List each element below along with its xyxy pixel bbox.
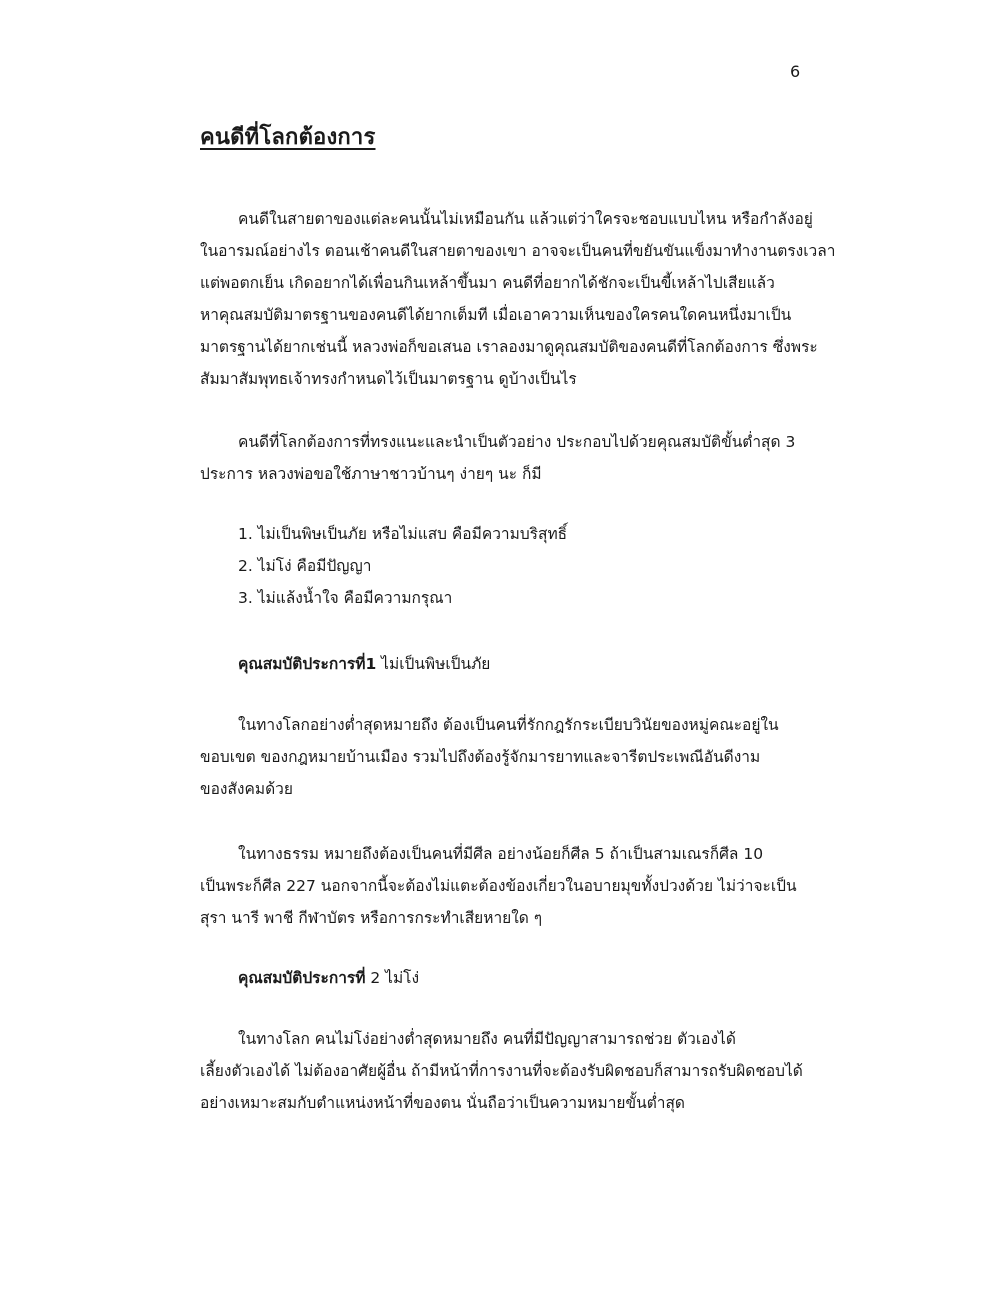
text-line: ขอบเขต ของกฎหมายบ้านเมือง รวมไปถึงต้องรู้จักมารยาทและจารีตประเพณีอันดีงาม <box>200 748 761 766</box>
list-item: 1. ไม่เป็นพิษเป็นภัย หรือไม่แสบ คือมีความบริสุทธิ์ <box>238 525 568 543</box>
text-line: ในทางโลกอย่างต่ำสุดหมายถึง ต้องเป็นคนที่รักกฎรักระเบียบวินัยของหมู่คณะอยู่ใน <box>238 716 779 734</box>
section-2-heading-bold: คุณสมบัติประการที่ <box>238 969 366 987</box>
section-2-heading-text: 2 ไม่โง่ <box>365 969 420 987</box>
text-line: หาคุณสมบัติมาตรฐานของคนดีได้ยากเต็มที เมื่อเอาความเห็นของใครคนใดคนหนึ่งมาเป็น <box>200 306 792 324</box>
text-line: ในอารมณ์อย่างไร ตอนเช้าคนดีในสายตาของเขา อาจจะเป็นคนที่ขยันขันแข็งมาทำงานตรงเวลา <box>200 242 836 260</box>
section-1-worldly-paragraph <box>200 709 820 805</box>
qualities-paragraph <box>200 426 820 490</box>
text-line: แต่พอตกเย็น เกิดอยากได้เพื่อนกินเหล้าขึ้นมา คนดีที่อยากได้ชักจะเป็นขี้เหล้าไปเสียแล้ว <box>200 274 775 292</box>
text-line: คนดีในสายตาของแต่ละคนนั้นไม่เหมือนกัน แล้วแต่ว่าใครจะชอบแบบไหน หรือกำลังอยู่ <box>238 210 813 228</box>
text-line: ในทางโลก คนไม่โง่อย่างต่ำสุดหมายถึง คนที่มีปัญญาสามารถช่วย ตัวเองได้ <box>238 1030 736 1048</box>
section-1-dhamma-paragraph <box>200 838 820 934</box>
list-item: 3. ไม่แล้งน้ำใจ คือมีความกรุณา <box>238 589 453 607</box>
intro-paragraph <box>200 203 836 395</box>
text-line: ประการ หลวงพ่อขอใช้ภาษาชาวบ้านๆ ง่ายๆ นะ ก็มี <box>200 465 542 483</box>
text-line: เป็นพระก็ศีล 227 นอกจากนี้จะต้องไม่แตะต้องข้องเกี่ยวในอบายมุขทั้งปวงด้วย ไม่ว่าจะเป็น <box>200 877 797 895</box>
page-number: 6 <box>790 62 801 81</box>
qualities-list <box>238 518 567 614</box>
section-2-heading <box>238 962 419 994</box>
list-item: 2. ไม่โง่ คือมีปัญญา <box>238 557 372 575</box>
text-line: คนดีที่โลกต้องการที่ทรงแนะและนำเป็นตัวอย่าง ประกอบไปด้วยคุณสมบัติขั้นต่ำสุด 3 <box>238 433 796 451</box>
section-2-worldly-paragraph <box>200 1023 820 1119</box>
text-line: สุรา นารี พาชี กีฬาบัตร หรือการกระทำเสียหายใด ๆ <box>200 909 543 927</box>
text-line: สัมมาสัมพุทธเจ้าทรงกำหนดไว้เป็นมาตรฐาน ดูบ้างเป็นไร <box>200 370 577 388</box>
text-line: มาตรฐานได้ยากเช่นนี้ หลวงพ่อก็ขอเสนอ เราลองมาดูคุณสมบัติของคนดีที่โลกต้องการ ซึ่งพระ <box>200 338 818 356</box>
section-1-heading-text: ไม่เป็นพิษเป็นภัย <box>376 655 491 673</box>
text-line: เลี้ยงตัวเองได้ ไม่ต้องอาศัยผู้อื่น ถ้ามีหน้าที่การงานที่จะต้องรับผิดชอบก็สามารถรับผิดชอบได้ <box>200 1062 803 1080</box>
section-1-heading <box>238 648 490 680</box>
text-line: อย่างเหมาะสมกับตำแหน่งหน้าที่ของตน นั่นถือว่าเป็นความหมายขั้นต่ำสุด <box>200 1094 685 1112</box>
text-line: ของสังคมด้วย <box>200 780 293 798</box>
section-1-heading-bold: คุณสมบัติประการที่1 <box>238 655 377 673</box>
page-title: คนดีที่โลกต้องการ <box>200 125 376 150</box>
text-line: ในทางธรรม หมายถึงต้องเป็นคนที่มีศีล อย่างน้อยก็ศีล 5 ถ้าเป็นสามเณรก็ศีล 10 <box>238 845 764 863</box>
